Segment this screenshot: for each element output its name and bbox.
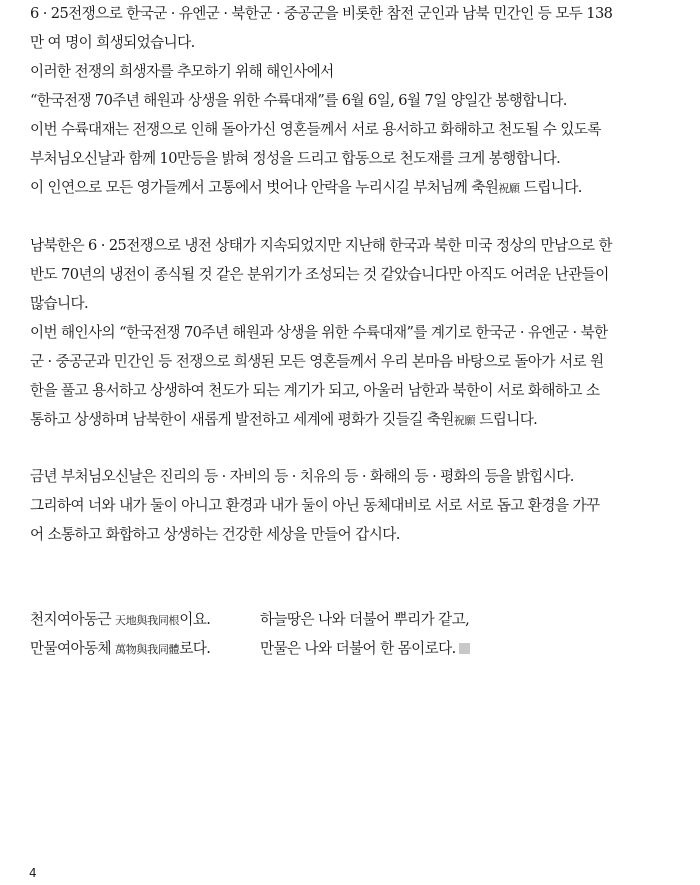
paragraph2-line: 반도 70년의 냉전이 종식될 것 같은 분위기가 조성되는 것 같았습니다만 아직도 어려운 난관들이 (30, 266, 609, 283)
paragraph1-line: “한국전쟁 70주년 해원과 상생을 위한 수륙대재”를 6월 6일, 6월 7일 양일간 봉행합니다. (30, 92, 567, 109)
verse-korean: 이요. (179, 611, 211, 628)
text: 드립니다. (519, 179, 582, 196)
verse-line-right: 하늘땅은 나와 더불어 뿌리가 같고, (260, 611, 470, 628)
paragraph1-line: 부처님오신날과 함께 10만등을 밝혀 정성을 드리고 합동으로 천도재를 크게 봉행합니다. (30, 150, 561, 167)
verse-hanja: 萬物與我同體 (115, 643, 180, 656)
page-number: 4 (29, 866, 37, 880)
paragraph2-line: 이번 해인사의 “한국전쟁 70주년 해원과 상생을 위한 수륙대재”를 계기로 한국군 · 유엔군 · 북한 (30, 324, 608, 341)
verse-korean: 로다. (179, 640, 211, 657)
verse-line-right (260, 639, 470, 659)
paragraph1-line: 만 여 명이 희생되었습니다. (30, 34, 195, 51)
paragraph2-last-line (30, 410, 537, 431)
verse-hanja: 天地與我同根 (115, 614, 180, 627)
hanja-text: 祝願 (498, 182, 520, 195)
text: 이 인연으로 모든 영가들께서 고통에서 벗어나 안락을 누리시길 부처님께 축원 (30, 179, 499, 196)
paragraph1-last-line (30, 178, 582, 199)
verse-line-left (30, 610, 210, 631)
paragraph2-line: 많습니다. (30, 295, 89, 312)
paragraph1-line: 6 · 25전쟁으로 한국군 · 유엔군 · 북한군 · 중공군을 비롯한 참전 군인과 남북 민간인 등 모두 138 (30, 5, 613, 22)
end-mark-icon (459, 643, 470, 654)
paragraph1-line: 이번 수륙대재는 전쟁으로 인해 돌아가신 영혼들께서 서로 용서하고 화해하고 천도될 수 있도록 (30, 121, 601, 138)
paragraph2-line: 남북한은 6 · 25전쟁으로 냉전 상태가 지속되었지만 지난해 한국과 북한 미국 정상의 만남으로 한 (30, 237, 613, 254)
paragraph3-line: 어 소통하고 화합하고 상생하는 건강한 세상을 만들어 갑시다. (30, 526, 400, 543)
paragraph2-line: 한을 풀고 용서하고 상생하여 천도가 되는 계기가 되고, 아울러 남한과 북한이 서로 화해하고 소 (30, 382, 600, 399)
paragraph3-line: 금년 부처님오신날은 진리의 등 · 자비의 등 · 치유의 등 · 화해의 등 · 평화의 등을 밝힙시다. (30, 468, 574, 485)
text: 드립니다. (475, 411, 538, 428)
verse-korean: 만물여아동체 (30, 640, 116, 657)
verse-text: 만물은 나와 더불어 한 몸이로다. (260, 640, 456, 657)
verse-line-left (30, 639, 210, 660)
paragraph3-line: 그리하여 너와 내가 둘이 아니고 환경과 내가 둘이 아닌 동체대비로 서로 서로 돕고 환경을 가꾸 (30, 497, 600, 514)
verse-korean: 천지여아동근 (30, 611, 116, 628)
hanja-text: 祝願 (453, 414, 476, 427)
text: 통하고 상생하며 남북한이 새롭게 발전하고 세계에 평화가 깃들길 축원 (30, 411, 454, 428)
paragraph2-line: 군 · 중공군과 민간인 등 전쟁으로 희생된 모든 영혼들께서 우리 본마음 바탕으로 돌아가 서로 원 (30, 353, 604, 370)
paragraph1-line: 이러한 전쟁의 희생자를 추모하기 위해 해인사에서 (30, 63, 334, 80)
